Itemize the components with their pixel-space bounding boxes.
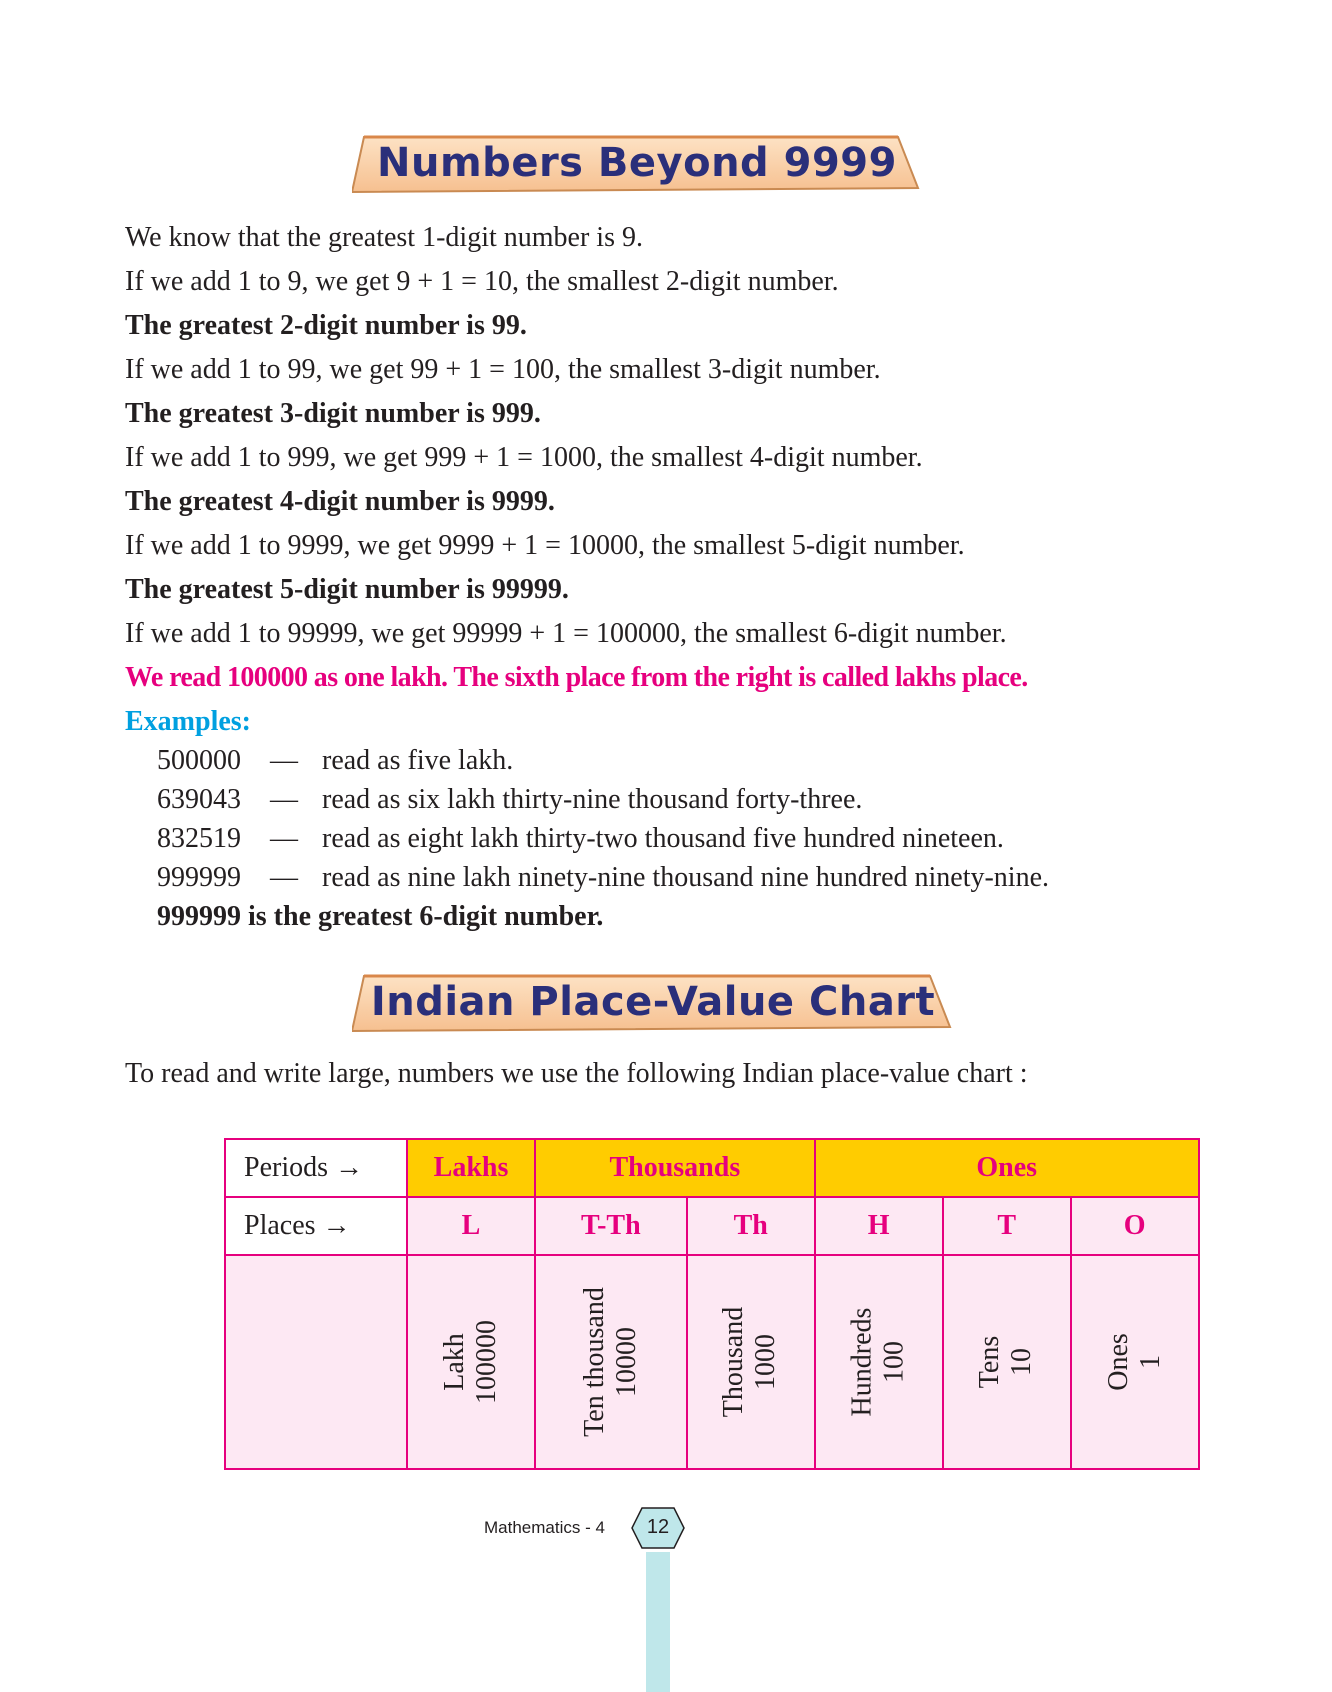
key-fact-line: The greatest 2-digit number is 99. [125,310,527,341]
value-number: 100000 [471,1320,502,1404]
example-dash: — [270,784,298,815]
value-ten-thousand [579,1287,643,1437]
section-banner-place-value [352,973,954,1035]
periods-row [225,1139,1199,1197]
lakh-definition: We read 100000 as one lakh. The sixth place from the right is called lakhs place. [125,662,1028,693]
chart-intro: To read and write large, numbers we use the following Indian place-value chart : [125,1058,1028,1089]
value-cell-ones [1071,1255,1199,1469]
value-thousand [719,1307,783,1417]
values-label-cell [225,1255,407,1469]
place-th: Th [687,1197,815,1255]
periods-label: Periods → [225,1139,407,1197]
section-title: Numbers Beyond 9999 [377,140,897,186]
value-name: Hundreds [846,1307,878,1417]
text-line: We know that the greatest 1-digit number is 9. [125,222,643,253]
example-dash: — [270,823,298,854]
value-tens [975,1336,1039,1388]
examples-conclusion: 999999 is the greatest 6-digit number. [157,901,604,932]
value-ones [1103,1333,1167,1391]
value-number: 100 [878,1341,910,1383]
footer-subject: Mathematics - 4 [484,1518,605,1537]
page-number-badge [630,1506,686,1550]
section-title: Indian Place-Value Chart [370,979,936,1025]
place-l: L [407,1197,535,1255]
key-fact-line: The greatest 3-digit number is 999. [125,398,541,429]
text-line: If we add 1 to 9999, we get 9999 + 1 = 10000, the smallest 5-digit number. [125,530,965,561]
example-dash: — [270,862,298,893]
text-line: If we add 1 to 9, we get 9 + 1 = 10, the smallest 2-digit number. [125,266,839,297]
section-banner-numbers-beyond [352,134,922,196]
place-h: H [815,1197,943,1255]
value-cell-lakh [407,1255,535,1469]
example-number: 639043 [157,784,241,815]
examples-heading: Examples: [125,706,251,737]
example-reading: read as nine lakh ninety-nine thousand nine hundred ninety-nine. [322,862,1050,893]
text-line: If we add 1 to 99, we get 99 + 1 = 100, the smallest 3-digit number. [125,354,881,385]
value-name: Thousand [718,1306,750,1418]
values-row [225,1255,1199,1469]
key-fact-line: The greatest 5-digit number is 99999. [125,574,569,605]
period-thousands: Thousands [535,1139,815,1197]
value-cell-ten-thousand [535,1255,687,1469]
place-tth: T-Th [535,1197,687,1255]
value-number: 10 [1006,1348,1038,1377]
period-ones: Ones [815,1139,1199,1197]
value-name: Lakh [439,1333,470,1391]
place-value-table [224,1138,1200,1470]
value-lakh [439,1320,503,1404]
place-o: O [1071,1197,1199,1255]
example-number: 500000 [157,745,241,776]
example-dash: — [270,745,298,776]
example-number: 832519 [157,823,241,854]
value-cell-thousand [687,1255,815,1469]
value-cell-tens [943,1255,1071,1469]
value-number: 1000 [750,1334,782,1390]
value-name: Ones [1102,1333,1134,1391]
places-label: Places → [225,1197,407,1255]
period-lakhs: Lakhs [407,1139,535,1197]
value-name: Tens [974,1335,1006,1389]
value-number: 1 [1134,1355,1166,1370]
example-reading: read as five lakh. [322,745,514,776]
text-line: If we add 1 to 999, we get 999 + 1 = 1000, the smallest 4-digit number. [125,442,923,473]
value-number: 10000 [610,1327,642,1397]
value-cell-hundreds [815,1255,943,1469]
text-line: If we add 1 to 99999, we get 99999 + 1 = 100000, the smallest 6-digit number. [125,618,1007,649]
example-number: 999999 [157,862,241,893]
example-reading: read as six lakh thirty-nine thousand forty-three. [322,784,863,815]
page-number: 12 [646,1516,670,1538]
value-name: Ten thousand [578,1287,610,1437]
places-row [225,1197,1199,1255]
key-fact-line: The greatest 4-digit number is 9999. [125,486,555,517]
place-t: T [943,1197,1071,1255]
page-edge-tab [646,1552,670,1692]
value-hundreds [847,1308,911,1417]
example-reading: read as eight lakh thirty-two thousand five hundred nineteen. [322,823,1004,854]
